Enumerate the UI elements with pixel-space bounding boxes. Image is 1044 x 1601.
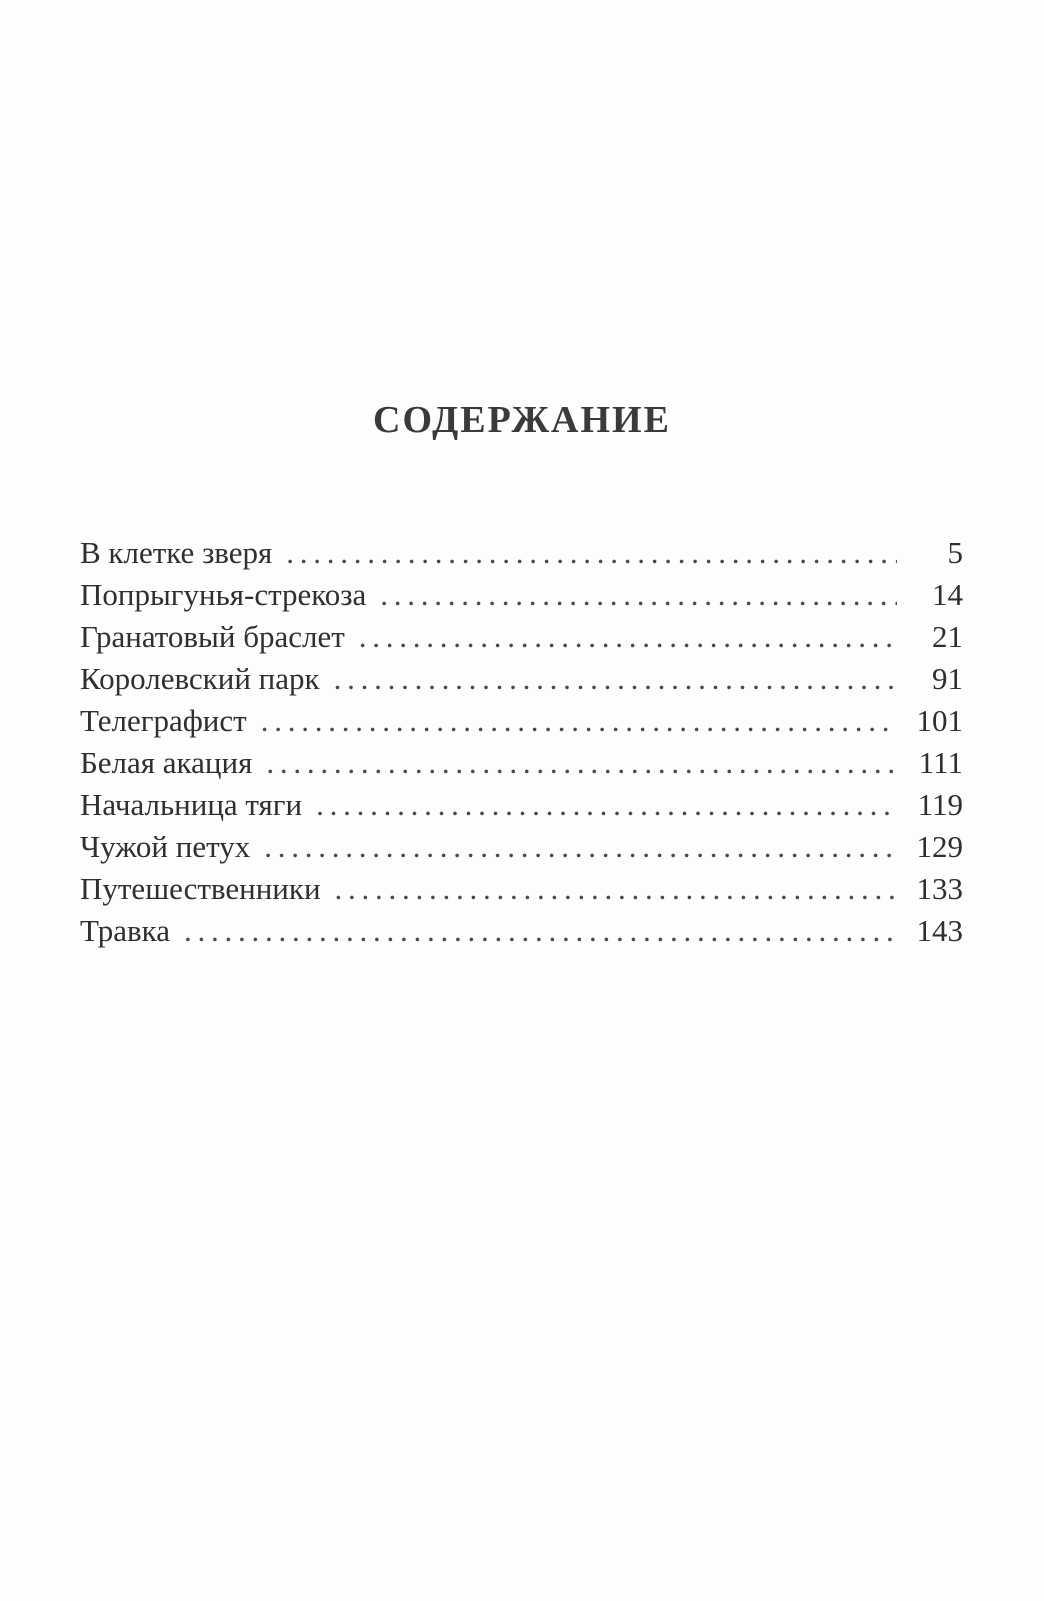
toc-entry-title: Белая акация <box>80 745 253 780</box>
toc-entry-page: 129 <box>916 829 963 864</box>
toc-entry <box>80 532 963 574</box>
toc-entry <box>80 658 963 700</box>
toc-entry-page: 133 <box>916 871 963 906</box>
toc-entry <box>80 700 963 742</box>
dot-leader <box>184 910 897 952</box>
toc-entry-title: Попрыгунья-стрекоза <box>80 577 367 612</box>
toc-entry <box>80 574 963 616</box>
toc-entry-page: 21 <box>932 619 963 654</box>
toc-entry-title: Начальница тяги <box>80 787 303 822</box>
dot-leader <box>380 574 897 616</box>
dot-leader <box>286 532 897 574</box>
dot-leader <box>264 826 897 868</box>
dot-leader <box>266 742 897 784</box>
toc-entry-page: 5 <box>947 535 963 570</box>
toc-entry-title: Гранатовый браслет <box>80 619 345 654</box>
toc-entry-title: Чужой петух <box>80 829 251 864</box>
toc-entry <box>80 616 963 658</box>
toc-entry <box>80 868 963 910</box>
toc-entry-page: 143 <box>916 913 963 948</box>
toc-entry-page: 111 <box>918 745 963 780</box>
toc-entry <box>80 826 963 868</box>
toc-entry-page: 14 <box>932 577 963 612</box>
toc-entry-title: Травка <box>80 913 171 948</box>
toc-entry-title: Телеграфист <box>80 703 247 738</box>
toc-entry-title: Королевский парк <box>80 661 320 696</box>
toc-entry <box>80 742 963 784</box>
dot-leader <box>335 868 897 910</box>
dot-leader <box>334 658 897 700</box>
page-title: СОДЕРЖАНИЕ <box>373 399 671 441</box>
dot-leader <box>359 616 897 658</box>
toc-entry-title: В клетке зверя <box>80 535 273 570</box>
toc-entry <box>80 784 963 826</box>
toc-entry-title: Путешественники <box>80 871 321 906</box>
dot-leader <box>261 700 897 742</box>
toc-entry <box>80 910 963 952</box>
toc-entry-page: 119 <box>917 787 963 822</box>
toc-entry-page: 101 <box>916 703 963 738</box>
dot-leader <box>316 784 897 826</box>
toc-entry-page: 91 <box>932 661 963 696</box>
table-of-contents <box>80 532 963 952</box>
